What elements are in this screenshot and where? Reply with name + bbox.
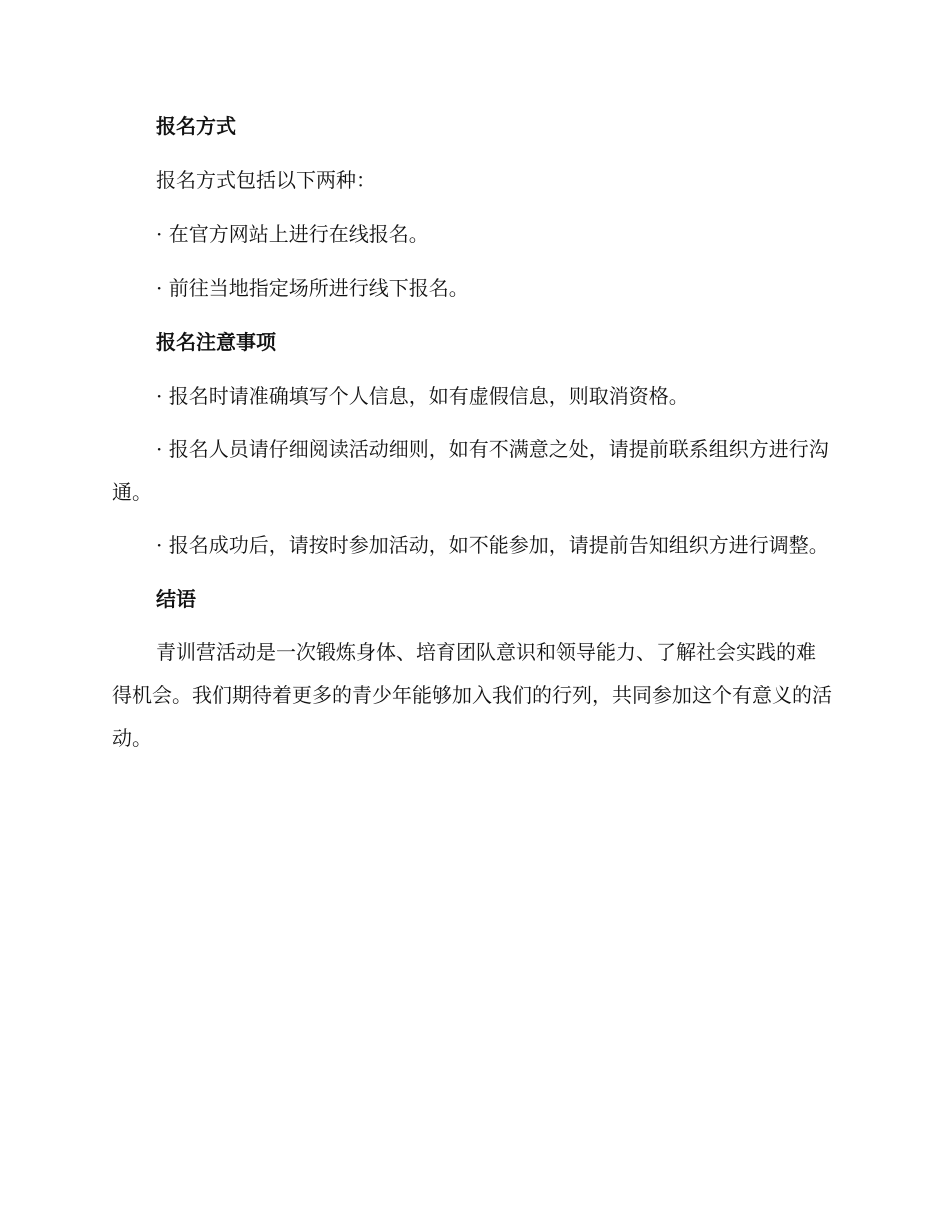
paragraph-conclusion: 青训营活动是一次锻炼身体、培育团队意识和领导能力、了解社会实践的难得机会。我们期待着更多的青少年能够加入我们的行列，共同参加这个有意义的活动。	[112, 640, 832, 750]
section-heading-registration-method: 报名方式	[156, 114, 236, 138]
list-item-read-rules: · 报名人员请仔细阅读活动细则，如有不满意之处，请提前联系组织方进行沟通。	[112, 437, 829, 504]
list-item-online-registration: · 在官方网站上进行在线报名。	[156, 222, 429, 246]
paragraph-registration-intro: 报名方式包括以下两种：	[156, 168, 376, 192]
list-item-offline-registration: · 前往当地指定场所进行线下报名。	[156, 276, 469, 300]
document-body	[112, 104, 832, 770]
list-item-accurate-info: · 报名时请准确填写个人信息，如有虚假信息，则取消资格。	[156, 384, 689, 408]
section-heading-conclusion: 结语	[156, 587, 196, 611]
list-item-attend-on-time: · 报名成功后，请按时参加活动，如不能参加，请提前告知组织方进行调整。	[156, 533, 829, 557]
section-heading-registration-notes: 报名注意事项	[156, 330, 276, 354]
